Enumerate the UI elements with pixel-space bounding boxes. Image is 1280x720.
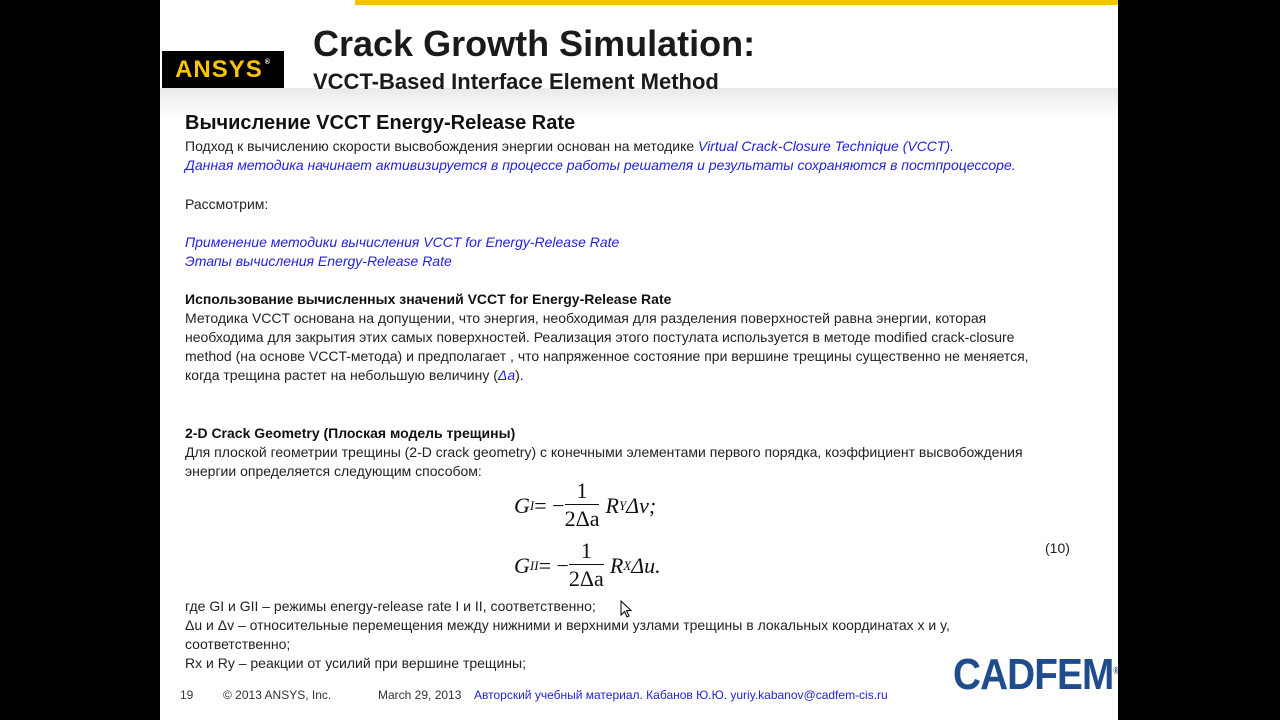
- date: March 29, 2013: [378, 688, 462, 702]
- geometry-line-2: энергии определяется следующим способом:: [185, 463, 482, 479]
- eq2-sign: = −: [538, 552, 569, 578]
- usage-line-1: Методика VCCT основана на допущении, что энергия, необходимая для разделения поверхностей равна энергии, которая: [185, 310, 987, 326]
- intro-line-1: [185, 137, 954, 156]
- geometry-heading: 2-D Crack Geometry (Плоская модель трещины): [185, 425, 516, 441]
- usage-heading: Использование вычисленных значений VCCT for Energy-Release Rate: [185, 291, 672, 307]
- eq1-lhs-sub: I: [529, 497, 535, 513]
- vcct-link[interactable]: Virtual Crack-Closure Technique (VCCT).: [698, 138, 955, 154]
- intro-line-2: Данная методика начинает активизируется в процессе работы решателя и результаты сохраняются в постпроцессоре.: [185, 157, 1016, 173]
- slide-subtitle: VCCT-Based Interface Element Method: [313, 69, 719, 94]
- link-application[interactable]: Применение методики вычисления VCCT for Energy-Release Rate: [185, 234, 620, 250]
- equation-number: (10): [1045, 540, 1070, 556]
- mouse-cursor-icon: [620, 600, 632, 618]
- note-line-4: Rx и Ry – реакции от усилий при вершине трещины;: [185, 655, 526, 671]
- usage-line-4-end: ).: [515, 367, 524, 383]
- note-line-2: Δu и Δv – относительные перемещения между нижними и верхними узлами трещины в локальных координатах x и y,: [185, 617, 950, 633]
- eq1-r-sub: Y: [618, 497, 627, 513]
- geometry-line-1: Для плоской геометрии трещины (2-D crack geometry) с конечными элементами первого порядка, коэффициент высвобождения: [185, 444, 1023, 460]
- slide-title: Crack Growth Simulation:: [313, 23, 756, 64]
- top-accent-line: [355, 0, 1118, 5]
- eq1-sign: = −: [534, 492, 565, 518]
- eq2-denominator: 2Δa: [568, 566, 604, 591]
- eq2-r-sub: X: [623, 557, 632, 573]
- page-number: 19: [180, 688, 194, 702]
- intro-text: Подход к вычислению скорости высвобождения энергии основан на методике: [185, 138, 699, 154]
- consider-label: Рассмотрим:: [185, 196, 269, 212]
- logo-reg: ®: [264, 59, 271, 66]
- usage-line-4-text: когда трещина растет на небольшую величину (: [185, 367, 498, 383]
- eq2-numerator: 1: [569, 538, 604, 565]
- copyright: © 2013 ANSYS, Inc.: [223, 688, 332, 702]
- eq1-r: R: [605, 492, 619, 518]
- eq1-tail: Δv;: [626, 492, 657, 518]
- logo-text: ANSYS: [175, 55, 263, 83]
- usage-line-4: [185, 366, 524, 385]
- usage-line-3: method (на основе VCCT-метода) и предполагает , что напряженное состояние при вершине трещины существенно не меняется,: [185, 348, 1029, 364]
- slide: [160, 0, 1118, 720]
- eq2-lhs-sub: II: [529, 557, 539, 573]
- eq1-lhs: G: [514, 492, 530, 518]
- eq2-r: R: [609, 552, 624, 578]
- section-heading: Вычисление VCCT Energy-Release Rate: [185, 112, 576, 134]
- eq1-numerator: 1: [565, 478, 600, 505]
- eq1-fraction: [565, 478, 600, 533]
- eq2-tail: Δu.: [631, 552, 661, 578]
- cadfem-text: CADFEM: [953, 650, 1114, 699]
- eq2-lhs: G: [514, 552, 530, 578]
- usage-line-2: необходима для закрытия этих самых поверхностей. Реализация этого постулата используется в методе modified crack-closure: [185, 329, 1015, 345]
- author-note[interactable]: Авторский учебный материал. Кабанов Ю.Ю. yuriy.kabanov@cadfem-cis.ru: [474, 688, 888, 702]
- eq2-fraction: [569, 538, 604, 593]
- cadfem-logo: [953, 650, 1118, 700]
- delta-a-symbol: Δa: [497, 367, 516, 383]
- equation-gi: [514, 478, 656, 533]
- note-line-1: где GI и GII – режимы energy-release rate I и II, соответственно;: [185, 598, 596, 614]
- cadfem-reg: ®: [1113, 665, 1118, 676]
- eq1-denominator: 2Δa: [564, 506, 600, 531]
- equation-gii: [514, 538, 661, 593]
- link-stages[interactable]: Этапы вычисления Energy-Release Rate: [185, 253, 452, 269]
- note-line-3: соответственно;: [185, 636, 291, 652]
- ansys-logo: [162, 51, 284, 88]
